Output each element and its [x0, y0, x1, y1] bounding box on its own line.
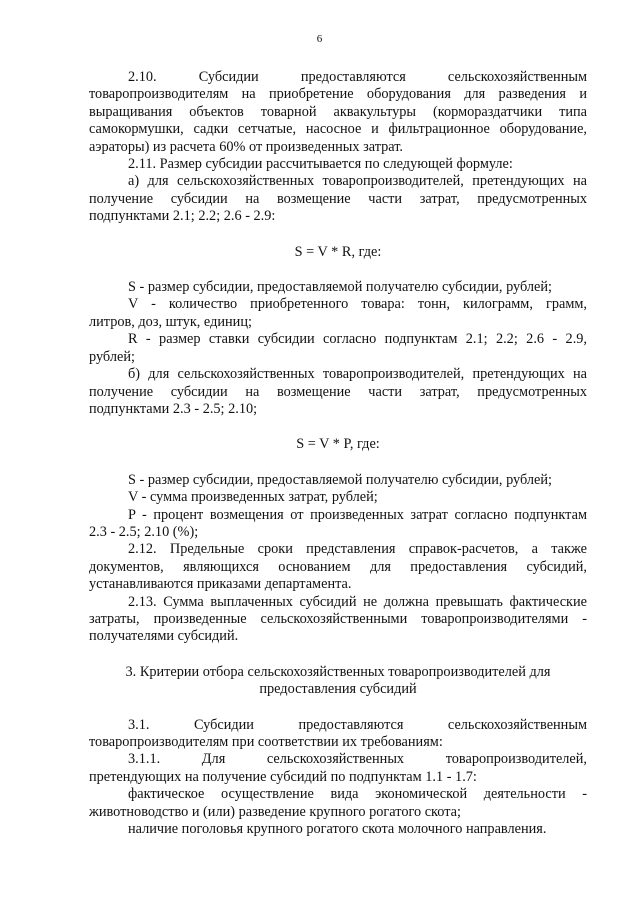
activity-requirement-line-2: животноводство и (или) разведение крупного рогатого скота; [89, 803, 461, 820]
paragraph-2-13-line-1: 2.13. Сумма выплаченных субсидий не должна превышать фактические [128, 593, 587, 610]
paragraph-2-13 [89, 594, 587, 646]
definition-2-v: V - сумма произведенных затрат, рублей; [128, 489, 378, 506]
section-3-heading-line-1: 3. Критерии отбора сельскохозяйственных товаропроизводителей для [125, 663, 551, 680]
definition-1-v-line-2: литров, доз, штук, единиц; [89, 313, 252, 330]
page-number: 6 [316, 33, 323, 45]
formula-1: S = V * R, где: [294, 243, 382, 260]
definition-2-p [89, 507, 587, 542]
definition-1-v-line-1: V - количество приобретенного товара: тонн, килограмм, грамм, [128, 296, 587, 313]
paragraph-3-1-line-2: товаропроизводителям при соответствии их требованиям: [89, 734, 443, 750]
paragraph-2-10-line-5: аэраторы) из расчета 60% от произведенных затрат. [89, 138, 404, 155]
activity-requirement-line-1: фактическое осуществление вида экономической деятельности - [128, 786, 587, 803]
paragraph-2-10-line-1: 2.10. Субсидии предоставляются сельскохозяйственным [128, 69, 587, 85]
paragraph-2-12-line-1: 2.12. Предельные сроки представления справок-расчетов, а также [128, 541, 587, 558]
paragraph-2-11-a-line-1: а) для сельскохозяйственных товаропроизводителей, претендующих на [128, 173, 587, 190]
definition-1-r [89, 331, 587, 366]
definition-2-s: S - размер субсидии, предоставляемой получателю субсидии, рублей; [128, 471, 553, 488]
section-3-heading-line-2: предоставления субсидий [259, 681, 417, 698]
paragraph-2-11: 2.11. Размер субсидии рассчитывается по следующей формуле: [128, 156, 513, 173]
paragraph-3-1-line-1: 3.1. Субсидии предоставляются сельскохозяйственным [128, 716, 587, 733]
paragraph-2-10-line-2: товаропроизводителям на приобретение оборудования для разведения и [89, 86, 587, 103]
formula-2: S = V * P, где: [296, 436, 380, 453]
paragraph-2-10-line-4: самокормушки, садки сетчатые, насосное и фильтрационное оборудование, [89, 121, 587, 138]
paragraph-2-11-a-line-3: подпунктами 2.1; 2.2; 2.6 - 2.9: [89, 208, 276, 225]
livestock-requirement: наличие поголовья крупного рогатого скота молочного направления. [128, 821, 547, 838]
definition-1-s: S - размер субсидии, предоставляемой получателю субсидии, рублей; [128, 279, 553, 296]
paragraph-2-11-b-line-2: получение субсидии на возмещение части затрат, предусмотренных [89, 383, 587, 400]
paragraph-2-12-line-2: документов, являющихся основанием для предоставления субсидий, [89, 558, 587, 575]
paragraph-2-11-a-line-2: получение субсидии на возмещение части затрат, предусмотренных [89, 190, 587, 207]
paragraph-2-11-b-line-3: подпунктами 2.3 - 2.5; 2.10; [89, 400, 258, 417]
paragraph-3-1-1 [89, 751, 587, 786]
paragraph-2-10-line-3: выращивания объектов товарной аквакультуры (кормораздатчики типа [89, 103, 587, 120]
definition-1-r-line-1: R - размер ставки субсидии согласно подпунктам 2.1; 2.2; 2.6 - 2.9, [128, 331, 587, 348]
paragraph-2-11-b-line-1: б) для сельскохозяйственных товаропроизводителей, претендующих на [128, 366, 587, 383]
paragraph-2-12-line-3: устанавливаются приказами департамента. [89, 576, 352, 593]
paragraph-2-10 [89, 69, 587, 156]
paragraph-2-11-b [89, 366, 587, 418]
section-3-heading [89, 664, 587, 699]
paragraph-2-11-a [89, 173, 587, 225]
definition-2-p-line-1: P - процент возмещения от произведенных затрат согласно подпунктам [128, 506, 587, 523]
definition-2-p-line-2: 2.3 - 2.5; 2.10 (%); [89, 523, 199, 540]
document-body [89, 69, 587, 838]
paragraph-2-12 [89, 541, 587, 593]
definition-1-v [89, 296, 587, 331]
paragraph-3-1 [89, 717, 587, 752]
paragraph-2-13-line-2: затраты, произведенные сельскохозяйственными товаропроизводителями - [89, 610, 587, 627]
paragraph-3-1-1-line-1: 3.1.1. Для сельскохозяйственных товаропроизводителей, [128, 751, 587, 768]
activity-requirement [89, 786, 587, 821]
definition-1-r-line-2: рублей; [89, 348, 135, 365]
paragraph-3-1-1-line-2: претендующих на получение субсидий по подпунктам 1.1 - 1.7: [89, 768, 477, 785]
paragraph-2-13-line-3: получателями субсидий. [89, 628, 239, 645]
